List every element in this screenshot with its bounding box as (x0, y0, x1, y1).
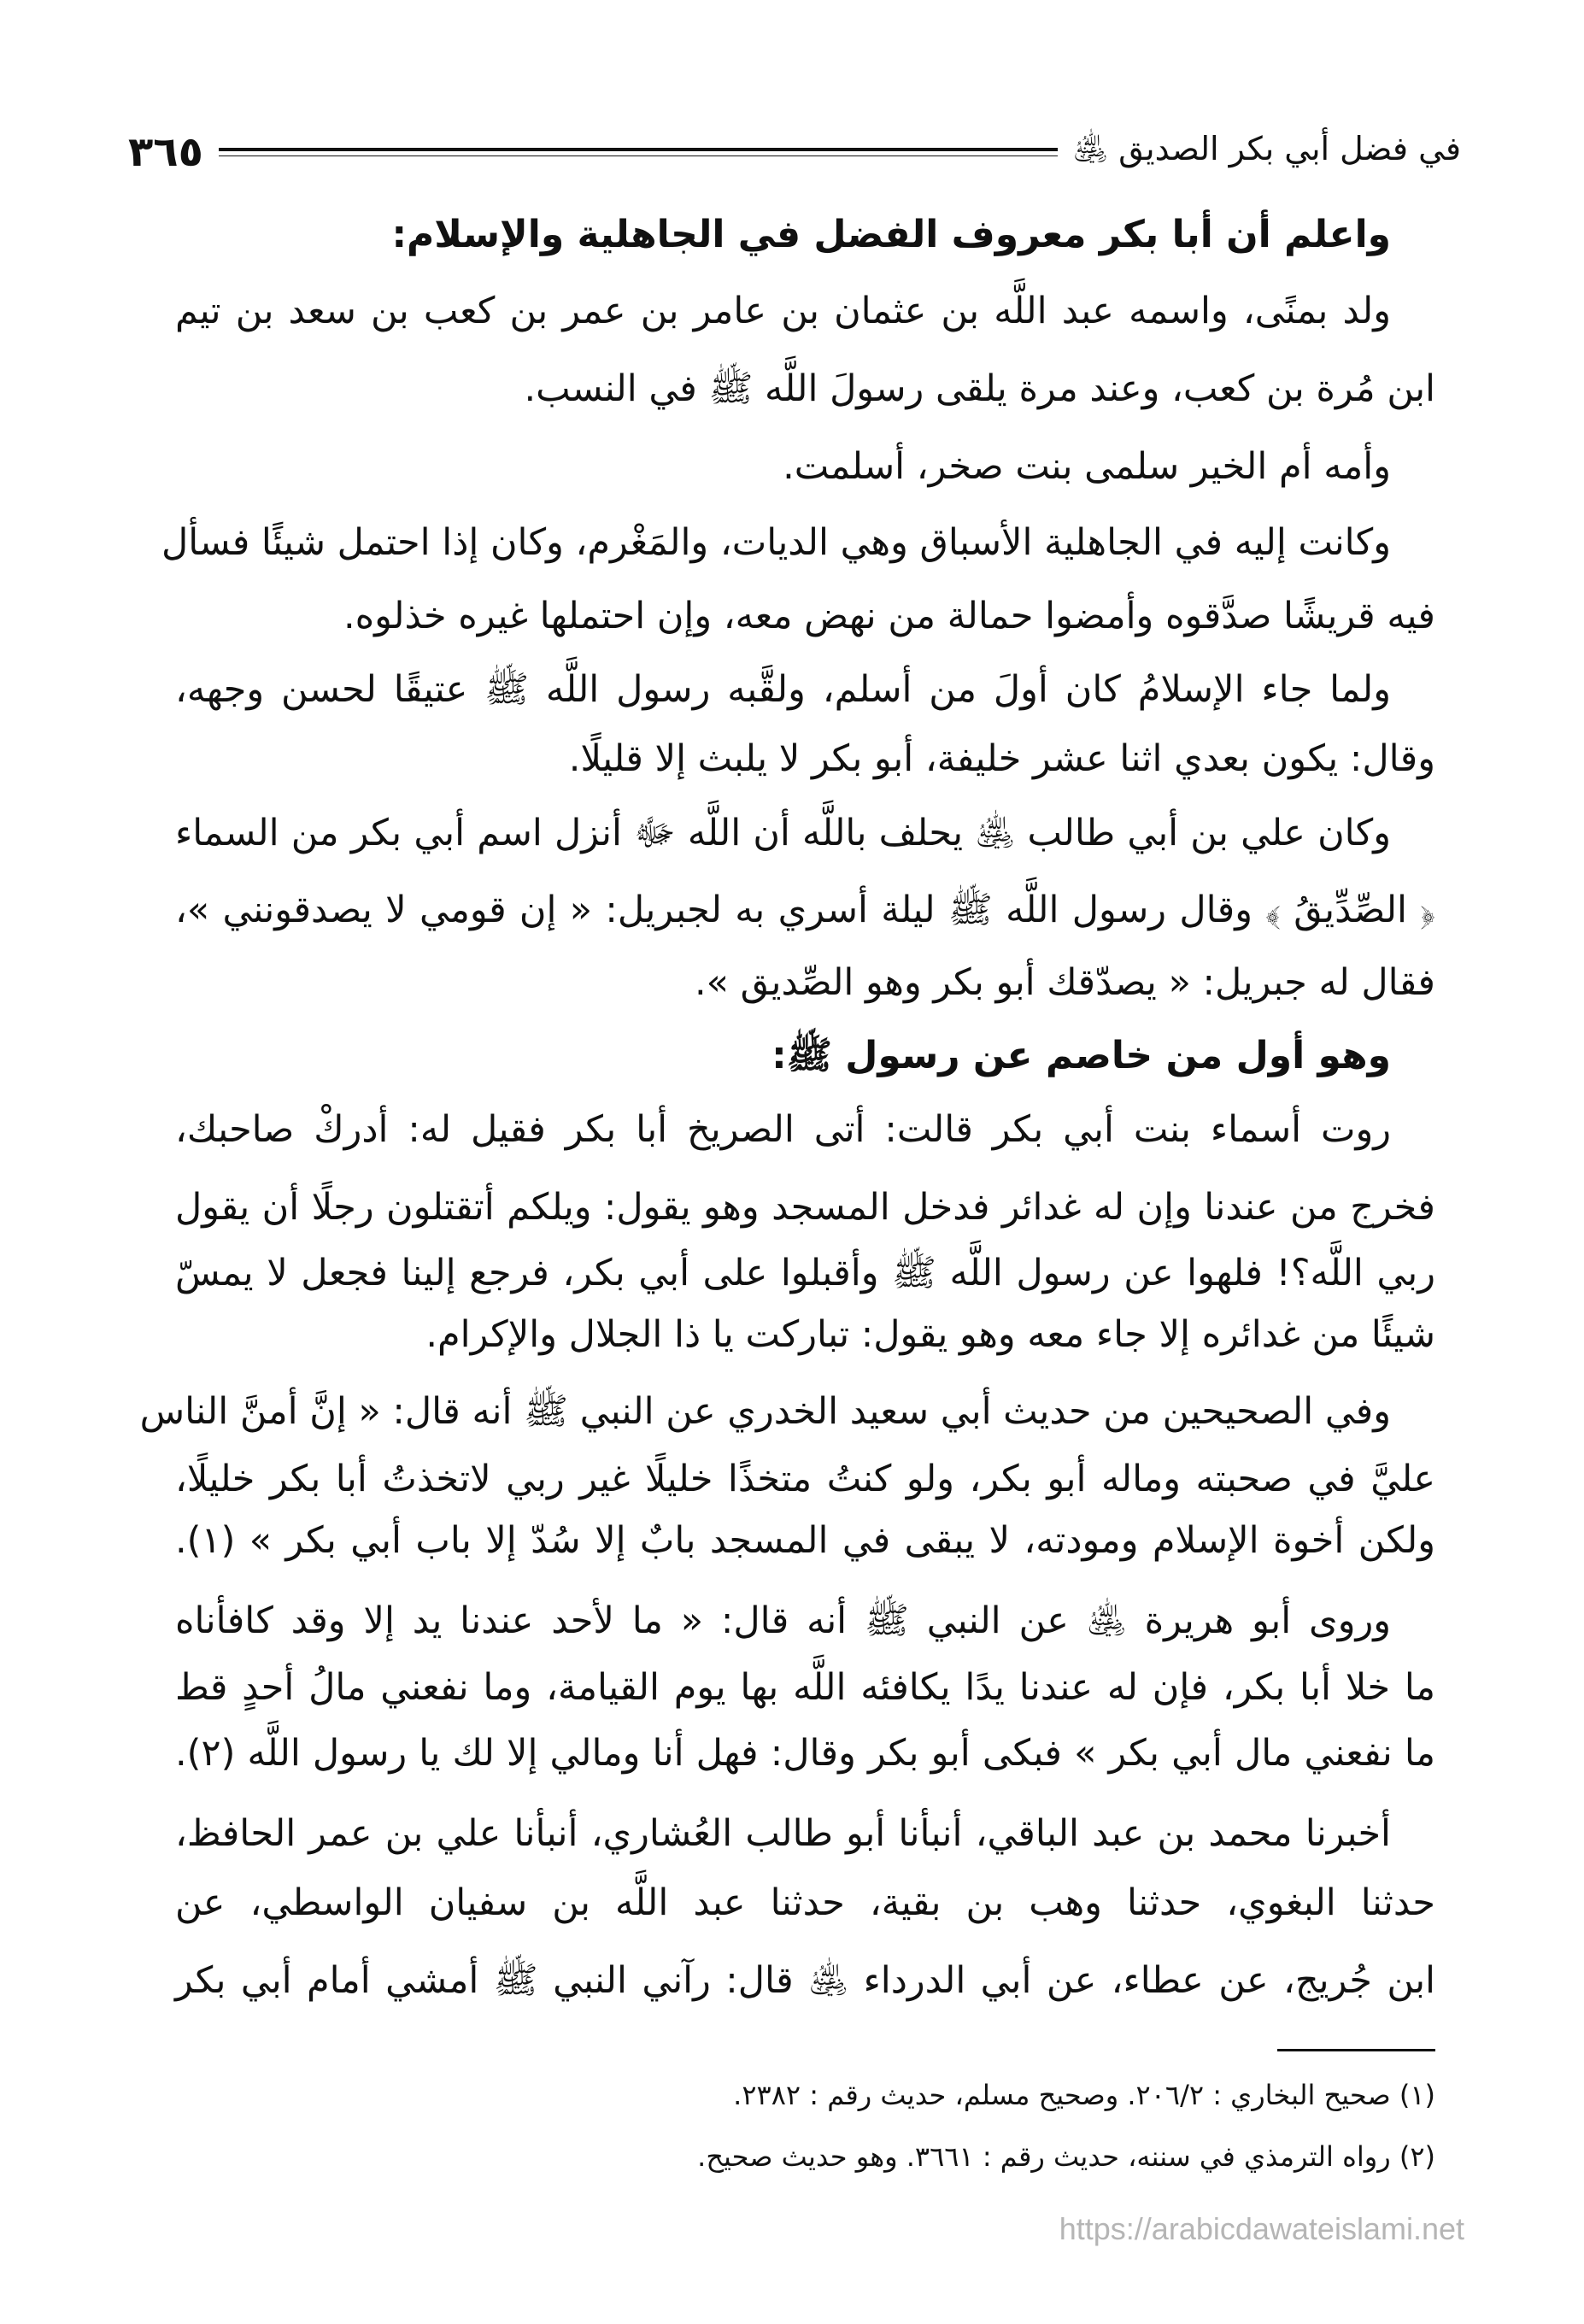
text-line: ما خلا أبا بكر، فإن له عندنا يدًا يكافئه اللَّه بها يوم القيامة، وما نفعني مالُ أحدٍ قط (175, 1666, 1435, 1709)
text-line: ولد بمنًى، واسمه عبد اللَّه بن عثمان بن عامر بن عمر بن كعب بن سعد بن تيم (175, 290, 1391, 332)
text-line: شيئًا من غدائره إلا جاء معه وهو يقول: تباركت يا ذا الجلال والإكرام. (425, 1313, 1435, 1356)
text-line: وقال: يكون بعدي اثنا عشر خليفة، أبو بكر لا يلبث إلا قليلًا. (568, 737, 1435, 780)
text-line: روت أسماء بنت أبي بكر قالت: أتى الصريخ أبا بكر فقيل له: أدركْ صاحبك، (175, 1108, 1391, 1151)
section-heading: واعلم أن أبا بكر معروف الفضل في الجاهلية والإسلام: (391, 213, 1391, 256)
text-line: فيه قريشًا صدَّقوه وأمضوا حمالة من نهض معه، وإن احتملها غيره خذلوه. (343, 595, 1435, 637)
text-line: ﴿ الصِّدِّيقُ ﴾ وقال رسول اللَّه ﷺ ليلة أسري به لجبريل: « إن قومي لا يصدقونني »، (175, 889, 1435, 931)
text-line: حدثنا البغوي، حدثنا وهب بن بقية، حدثنا عبد اللَّه بن سفيان الواسطي، عن (175, 1881, 1435, 1924)
text-line: وروى أبو هريرة ﵁ عن النبي ﷺ أنه قال: « ما لأحد عندنا يد إلا وقد كافأناه (175, 1599, 1391, 1642)
watermark: https://arabicdawateislami.net (1059, 2211, 1464, 2246)
footnote-1: (١) صحيح البخاري : ٢٠٦/٢. وصحيح مسلم، حديث رقم : ٢٣٨٢. (733, 2079, 1435, 2111)
text-line: وكانت إليه في الجاهلية الأسباق وهي الديات، والمَغْرم، وكان إذا احتمل شيئًا فسأل (161, 521, 1391, 564)
text-line: وأمه أم الخير سلمى بنت صخر، أسلمت. (783, 445, 1391, 488)
text-line: فقال له جبريل: « يصدّقك أبو بكر وهو الصِّديق ». (695, 961, 1435, 1004)
text-line: وكان علي بن أبي طالب ﵁ يحلف باللَّه أن اللَّه ﷻ أنزل اسم أبي بكر من السماء (175, 812, 1391, 854)
text-line: فخرج من عندنا وإن له غدائر فدخل المسجد وهو يقول: ويلكم أتقتلون رجلًا أن يقول (175, 1186, 1435, 1229)
text-line: ابن مُرة بن كعب، وعند مرة يلقى رسولَ اللَّه ﷺ في النسب. (524, 367, 1435, 410)
section-heading: وهو أول من خاصم عن رسول ﷺ: (771, 1034, 1391, 1077)
footnote-separator (1277, 2049, 1435, 2051)
text-line: أخبرنا محمد بن عبد الباقي، أنبأنا أبو طالب العُشاري، أنبأنا علي بن عمر الحافظ، (175, 1812, 1391, 1855)
header-rule (219, 148, 1058, 156)
text-line: ربي اللَّه؟! فلهوا عن رسول اللَّه ﷺ وأقبلوا على أبي بكر، فرجع إلينا فجعل لا يمسّ (175, 1252, 1435, 1294)
text-line: عليَّ في صحبته وماله أبو بكر، ولو كنتُ متخذًا خليلًا غير ربي لاتخذتُ أبا بكر خليلًا، (175, 1458, 1435, 1500)
text-line: ابن جُريج، عن عطاء، عن أبي الدرداء ﵁ قال: رآني النبي ﷺ أمشي أمام أبي بكر (175, 1959, 1435, 2002)
text-line: ما نفعني مال أبي بكر » فبكى أبو بكر وقال: فهل أنا ومالي إلا لك يا رسول اللَّه (٢). (175, 1732, 1435, 1775)
text-line: ولما جاء الإسلامُ كان أولَ من أسلم، ولقَّبه رسول اللَّه ﷺ عتيقًا لحسن وجهه، (175, 668, 1391, 711)
text-line: وفي الصحيحين من حديث أبي سعيد الخدري عن النبي ﷺ أنه قال: « إنَّ أمنَّ الناس (139, 1390, 1391, 1433)
footnote-2: (٢) رواه الترمذي في سننه، حديث رقم : ٣٦٦١. وهو حديث صحيح. (697, 2140, 1435, 2173)
text-line: ولكن أخوة الإسلام ومودته، لا يبقى في المسجد بابٌ إلا سُدّ إلا باب أبي بكر » (١). (175, 1519, 1435, 1562)
running-header (128, 128, 1461, 176)
header-title: في فضل أبي بكر الصديق ﵁ (1072, 129, 1461, 167)
page-number: ٣٦٥ (128, 128, 203, 176)
